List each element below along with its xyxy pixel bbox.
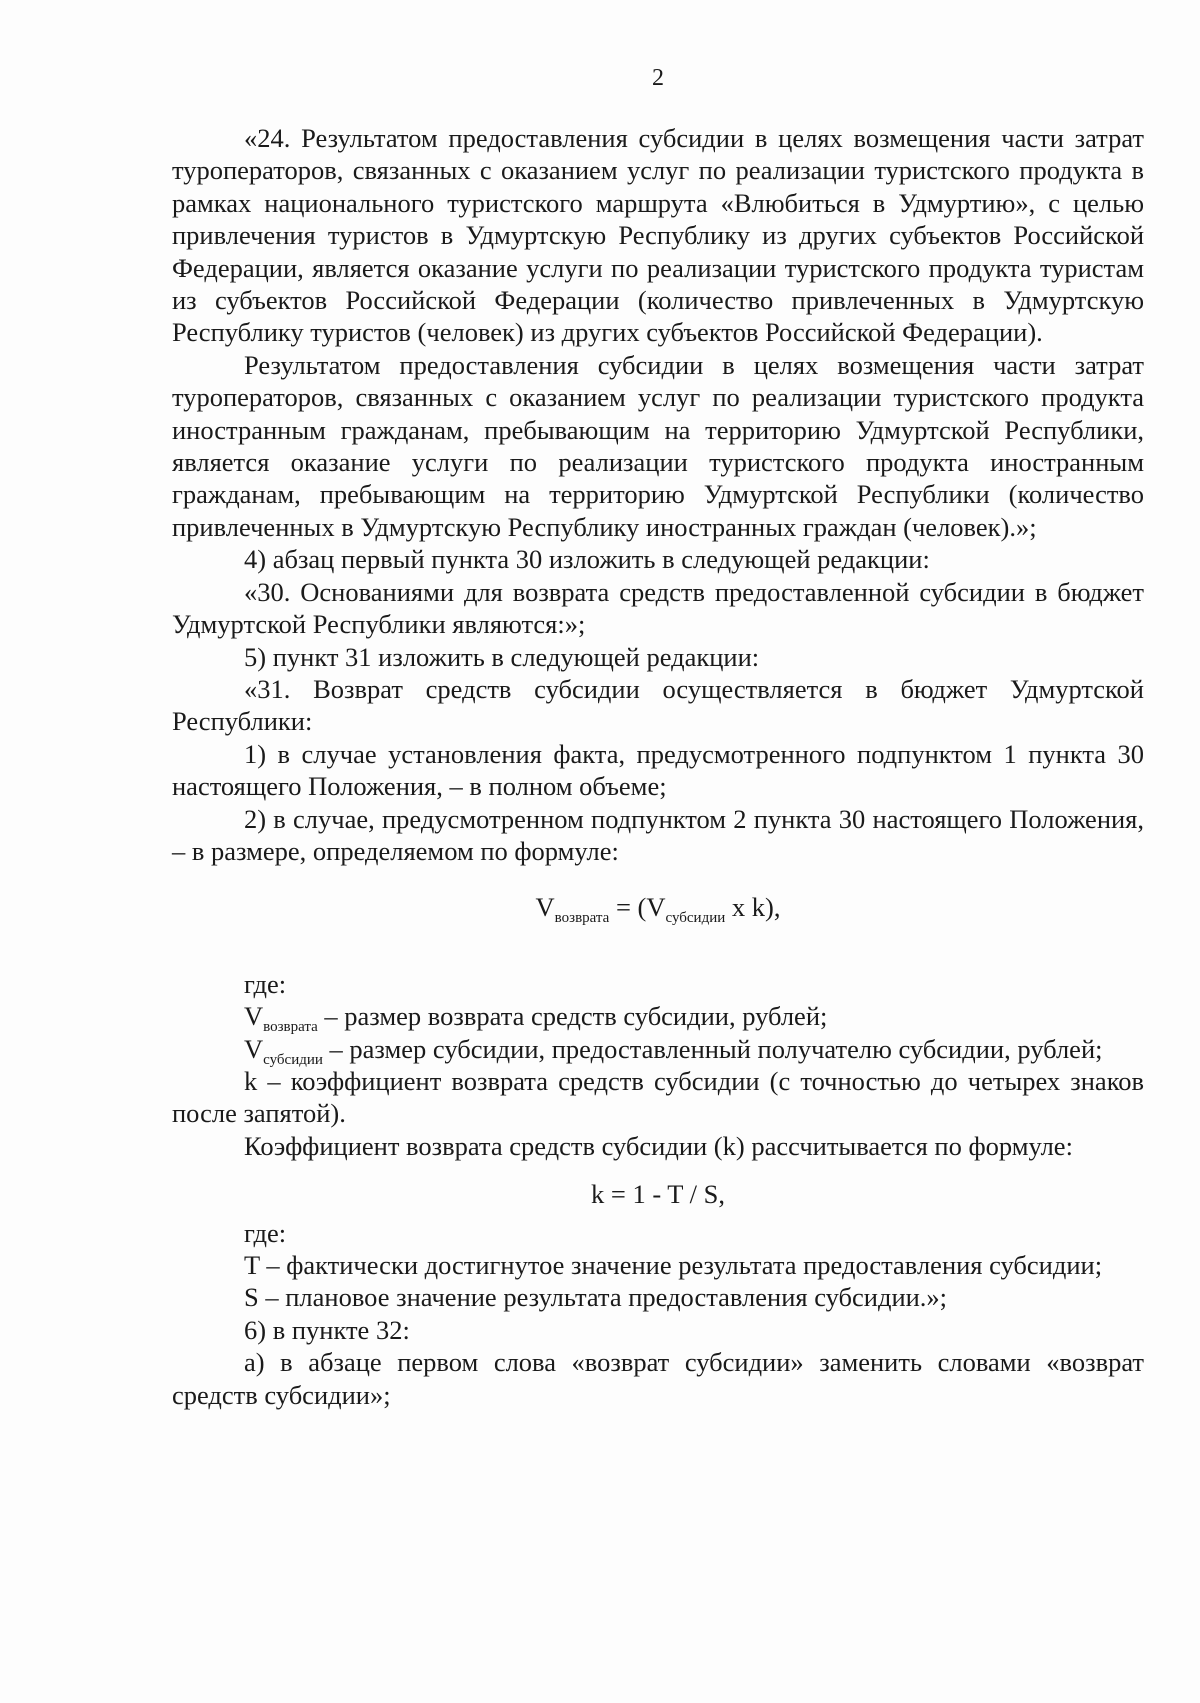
formula-subscript-return: возврата [554,910,610,927]
paragraph-result-foreign: Результатом предоставления субсидии в целях возмещения части затрат туроператоров, связанных с оказанием услуг по реализации туристского продукта иностранным гражданам, пребывающим на территорию Удмуртской Республики, является оказание услуги по реализации туристского продукта иностранным гражданам, пребывающим на территорию Удмуртской Республики (количество привлеченных в Удмуртскую Республику иностранных граждан (человек).»; [172,349,1144,542]
paragraph-case-2: 2) в случае, предусмотренном подпунктом 2 пункта 30 настоящего Положения, – в размере, определяемом по формуле: [172,803,1144,866]
where-label-2: где: [244,1217,287,1248]
def-subscript-return: возврата [263,1019,318,1036]
paragraph-item-4: 4) абзац первый пункта 30 изложить в следующей редакции: [244,544,930,575]
formula-equals-open: = (V [609,892,666,923]
paragraph-coefficient: Коэффициент возврата средств субсидии (k) рассчитывается по формуле: [244,1130,1073,1161]
document-body [172,122,1144,1411]
definition-v-subsidy [172,1033,1144,1068]
page-number: 2 [652,65,664,91]
formula-subscript-subsidy: субсидии [665,910,726,927]
def-v-symbol-2: V [244,1033,264,1064]
definition-k: k – коэффициент возврата средств субсидии (с точностью до четырех знаков после запятой). [172,1065,1144,1129]
formula-v-symbol: V [535,892,555,923]
def-v-subsidy-text: – размер субсидии, предоставленный получателю субсидии, рублей; [322,1033,1103,1064]
paragraph-item-6: 6) в пункте 32: [244,1314,410,1345]
paragraph-24: «24. Результатом предоставления субсидии в целях возмещения части затрат туроператоров, связанных с оказанием услуг по реализации туристского продукта в рамках национального туристского маршрута «Влюбиться в Удмуртию», с целью привлечения туристов в Удмуртскую Республику из других субъектов Российской Федерации, является оказание услуги по реализации туристского продукта туристам из субъектов Российской Федерации (количество привлеченных в Удмуртскую Республику туристов (человек) из других субъектов Российской Федерации). [172,123,1144,348]
definition-v-return [172,1000,1144,1036]
where-label-1: где: [244,968,287,999]
paragraph-31: «31. Возврат средств субсидии осуществляется в бюджет Удмуртской Республики: [172,673,1144,737]
formula-coefficient: k = 1 - T / S, [591,1179,725,1210]
paragraph-item-5: 5) пункт 31 изложить в следующей редакции: [244,641,760,672]
def-subscript-subsidy: субсидии [263,1051,323,1068]
definition-s: S – плановое значение результата предоставления субсидии.»; [244,1282,948,1313]
formula-return-amount [172,867,1144,967]
def-v-return-text: – размер возврата средств субсидии, рублей; [317,1001,828,1032]
formula-tail: x k), [725,892,781,923]
paragraph-case-1: 1) в случае установления факта, предусмотренного подпунктом 1 пункта 30 настоящего Положения, – в полном объеме; [172,738,1144,802]
definition-t: T – фактически достигнутое значение результата предоставления субсидии; [244,1250,1103,1280]
paragraph-30: «30. Основаниями для возврата средств предоставленной субсидии в бюджет Удмуртской Республики являются:»; [172,576,1144,640]
def-v-symbol: V [244,1001,264,1032]
paragraph-subitem-a: а) в абзаце первом слова «возврат субсидии» заменить словами «возврат средств субсидии»; [172,1347,1144,1410]
